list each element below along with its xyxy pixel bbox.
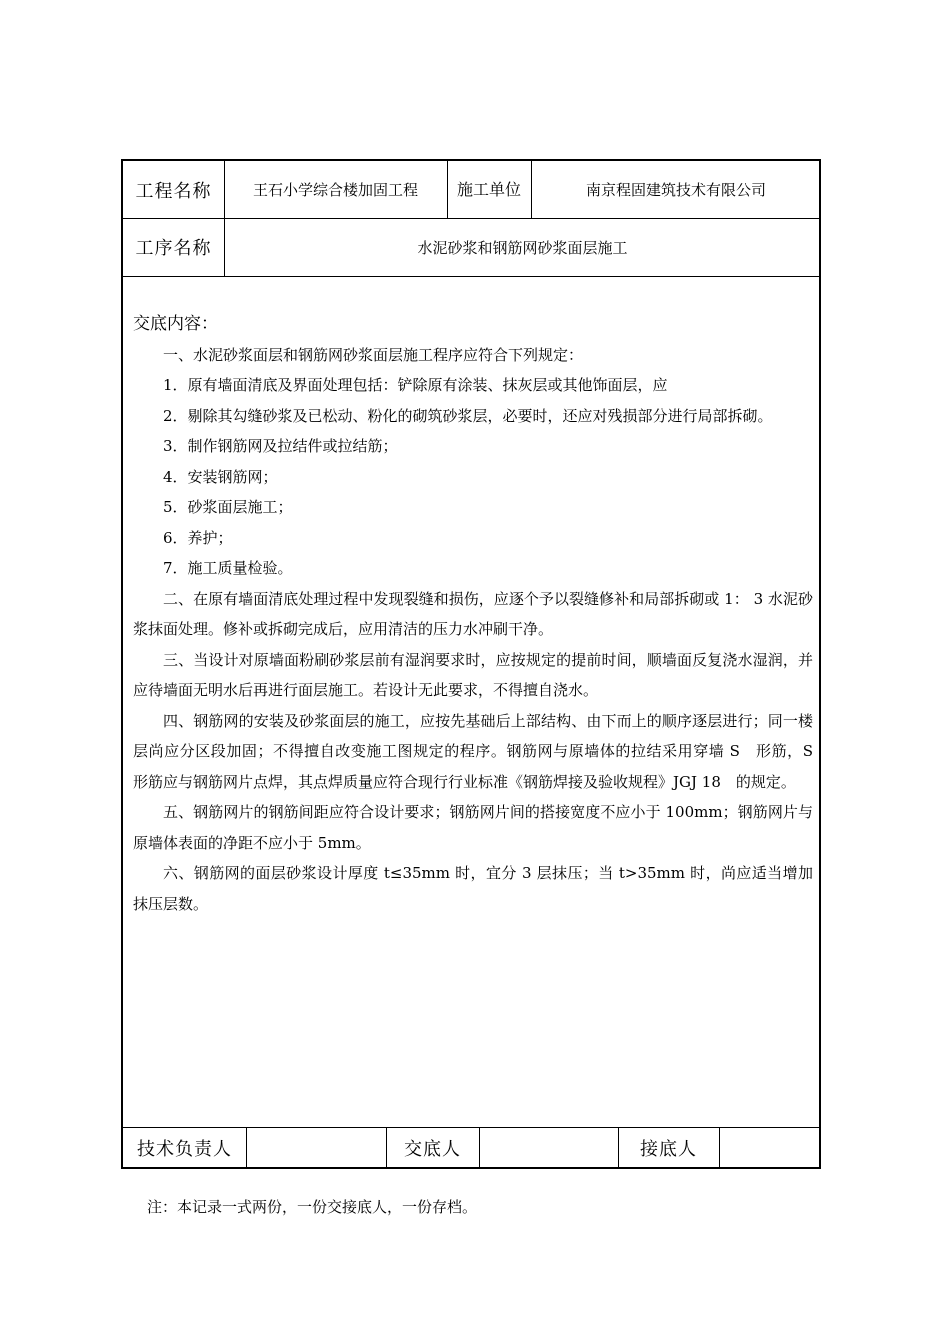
disclosure-form-table (121, 159, 829, 1169)
content-paragraph: 6．养护； (163, 528, 233, 547)
discloser-signature-field[interactable] (479, 1127, 618, 1169)
content-paragraph: 二、在原有墙面清底处理过程中发现裂缝和损伤，应逐个予以裂缝修补和局部拆砌或 1： 3 水泥砂浆抹面处理。修补或拆砌完成后，应用清洁的压力水冲刷干净。 (133, 589, 813, 638)
project-name-label: 工程名称 (135, 180, 212, 202)
project-name-value: 王石小学综合楼加固工程 (252, 181, 418, 199)
content-heading: 交底内容： (133, 314, 218, 334)
footnote: 注：本记录一式两份，一份交接底人，一份存档。 (147, 1198, 478, 1216)
content-paragraph: 1．原有墙面清底及界面处理包括：铲除原有涂装、抹灰层或其他饰面层，应 (163, 376, 668, 394)
content-paragraph: 四、钢筋网的安装及砂浆面层的施工，应按先基础后上部结构、由下而上的顺序逐层进行；同一楼层尚应分区段加固；不得擅自改变施工图规定的程序。钢筋网与原墙体的拉结采用穿墙 S 形筋，S 形筋应与钢筋网片点焊，其点焊质量应符合现行行业标准《钢筋焊接及验收规程》JGJ 18 的规定。 (133, 711, 829, 791)
row-divider (123, 276, 819, 277)
process-name-value: 水泥砂浆和钢筋网砂浆面层施工 (417, 238, 628, 257)
disclosure-content (133, 309, 829, 919)
content-paragraph: 五、钢筋网片的钢筋间距应符合设计要求；钢筋网片间的搭接宽度不应小于 100mm；钢筋网片与原墙体表面的净距不应小于 5mm。 (133, 803, 813, 852)
tech-lead-signature-field[interactable] (246, 1127, 386, 1169)
content-paragraph: 4．安装钢筋网； (163, 467, 278, 486)
content-paragraph: 一、水泥砂浆面层和钢筋网砂浆面层施工程序应符合下列规定： (163, 345, 584, 364)
content-paragraph: 2．剔除其勾缝砂浆及已松动、粉化的砌筑砂浆层，必要时，还应对残损部分进行局部拆砌。 (163, 406, 773, 425)
process-name-label: 工序名称 (135, 238, 212, 259)
receiver-label: 接底人 (640, 1139, 697, 1160)
receiver-signature-field[interactable] (719, 1127, 821, 1169)
tech-lead-label: 技术负责人 (137, 1139, 232, 1160)
construction-unit-value: 南京程固建筑技术有限公司 (585, 181, 766, 199)
content-paragraph: 3．制作钢筋网及拉结件或拉结筋； (163, 437, 398, 455)
content-paragraph: 三、当设计对原墙面粉刷砂浆层前有湿润要求时，应按规定的提前时间，顺墙面反复浇水湿润，并应待墙面无明水后再进行面层施工。若设计无此要求，不得擅自浇水。 (133, 650, 813, 699)
content-paragraph: 7．施工质量检验。 (163, 559, 293, 577)
discloser-label: 交底人 (404, 1139, 461, 1160)
content-paragraph: 六、钢筋网的面层砂浆设计厚度 t≤35mm 时，宜分 3 层抹压；当 t>35mm 时，尚应适当增加抹压层数。 (133, 864, 813, 913)
construction-unit-label: 施工单位 (456, 180, 521, 199)
content-paragraph: 5．砂浆面层施工； (163, 498, 293, 516)
construction-unit-label-cell (447, 161, 531, 218)
